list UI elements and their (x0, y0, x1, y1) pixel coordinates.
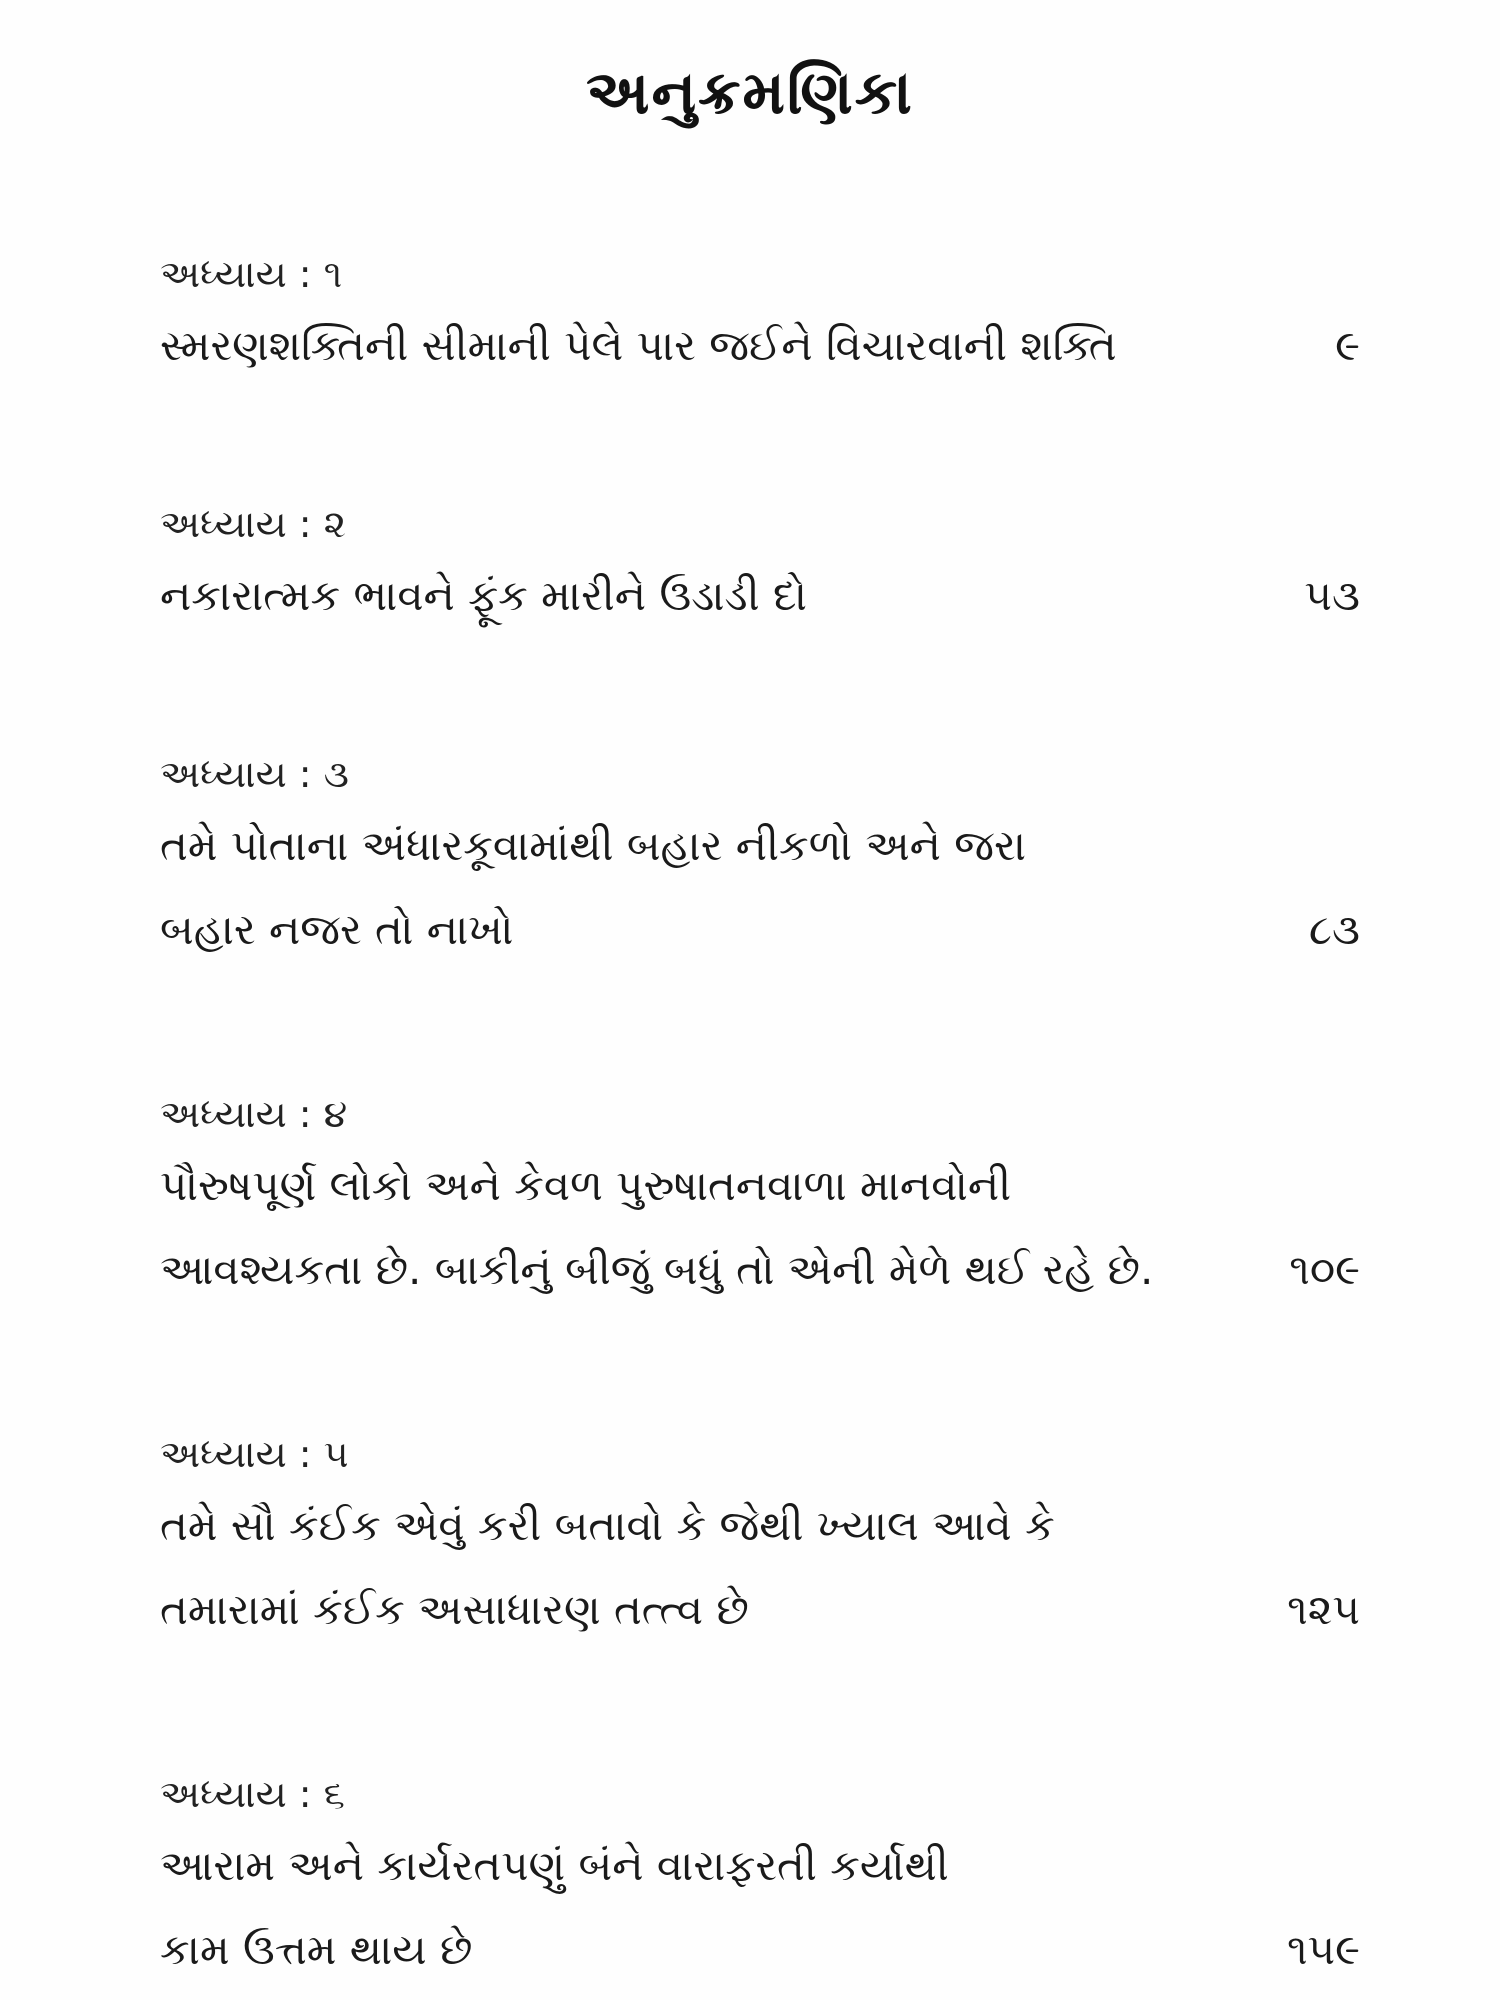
chapter-title-line (160, 1144, 1360, 1228)
chapter-title-line (160, 554, 1360, 638)
chapter-title-text: તમે પોતાના અંધારકૂવામાંથી બહાર નીકળો અને જરા (160, 821, 1027, 870)
chapter-label: અધ્યાય : ૬ (160, 1772, 345, 1816)
toc-entry-chapter-6 (160, 1764, 1360, 1992)
chapter-label: અધ્યાય : ૧ (160, 252, 343, 296)
chapter-label: અધ્યાય : ૪ (160, 1092, 348, 1136)
chapter-title-text: તમારામાં કંઈક અસાધારણ તત્ત્વ છે (160, 1585, 749, 1634)
page-number: ૧૫૯ (1286, 1925, 1360, 1974)
page-title: અનુક્રમણિકા (586, 58, 914, 128)
chapter-label: અધ્યાય : ૩ (160, 752, 349, 796)
toc-entry-chapter-2 (160, 494, 1360, 638)
chapter-title-line (160, 1824, 1360, 1908)
chapter-title-text: નકારાત્મક ભાવને ફૂંક મારીને ઉડાડી દો (160, 571, 807, 620)
chapter-title-line (160, 804, 1360, 888)
chapter-title-text: સ્મરણશક્તિની સીમાની પેલે પાર જઈને વિચારવાની શક્તિ (160, 321, 1117, 370)
chapter-title-text: પૌરુષપૂર્ણ લોકો અને કેવળ પુરુષાતનવાળા માનવોની (160, 1161, 1012, 1210)
chapter-title-text: કામ ઉત્તમ થાય છે (160, 1925, 473, 1974)
page-number: ૫૩ (1304, 571, 1360, 620)
page-number: ૯ (1335, 321, 1360, 370)
toc-entry-chapter-3 (160, 744, 1360, 972)
chapter-title-line (160, 1484, 1360, 1568)
chapter-label: અધ્યાય : ૨ (160, 502, 346, 546)
page-number: ૧૨૫ (1287, 1585, 1360, 1634)
chapter-title-text: બહાર નજર તો નાખો (160, 905, 514, 954)
chapter-title-text: તમે સૌ કંઈક એવું કરી બતાવો કે જેથી ખ્યાલ આવે કે (160, 1501, 1055, 1550)
chapter-title-text: આવશ્યકતા છે. બાકીનું બીજું બધું તો એની મેળે થઈ રહે છે. (160, 1245, 1154, 1294)
chapter-title-line (160, 1908, 1360, 1992)
toc-entry-chapter-5 (160, 1424, 1360, 1652)
chapter-title-line (160, 304, 1360, 388)
chapter-title-line (160, 888, 1360, 972)
page-number: ૧૦૯ (1289, 1245, 1360, 1294)
toc-entry-chapter-1 (160, 244, 1360, 388)
toc-entry-chapter-4 (160, 1084, 1360, 1312)
chapter-label: અધ્યાય : ૫ (160, 1432, 349, 1476)
chapter-title-line (160, 1228, 1360, 1312)
chapter-title-line (160, 1568, 1360, 1652)
page-number: ૮૩ (1308, 905, 1360, 954)
chapter-title-text: આરામ અને કાર્યરતપણું બંને વારાફરતી કર્યાથી (160, 1841, 949, 1890)
